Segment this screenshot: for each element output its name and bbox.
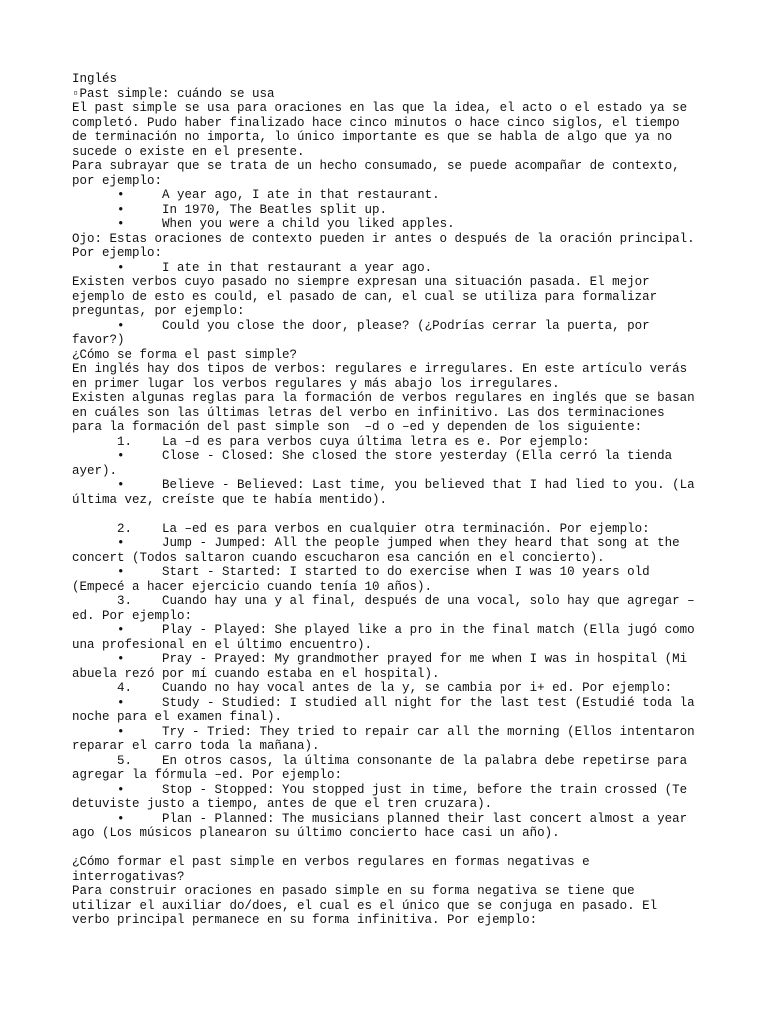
document-line: • In 1970, The Beatles split up.	[72, 202, 388, 217]
document-line: última vez, creíste que te había mentido).	[72, 492, 388, 507]
document-line: Existen verbos cuyo pasado no siempre expresan una situación pasada. El mejor	[72, 275, 650, 289]
document-line: ed. Por ejemplo:	[72, 608, 193, 623]
document-line: ayer).	[72, 463, 118, 478]
document-line: una profesional en el último encuentro).	[72, 637, 373, 652]
document-line: noche para el examen final).	[72, 710, 283, 724]
document-line: abuela rezó por mí cuando estaba en el hospital).	[72, 666, 440, 681]
document-line: de terminación no importa, lo único importante es que se habla de algo que ya no	[72, 130, 673, 144]
document-line: • Plan - Planned: The musicians planned their last concert almost a year	[72, 811, 688, 826]
document-line: Para construir oraciones en pasado simple en su forma negativa se tiene que	[72, 884, 635, 898]
document-line: 1. La –d es para verbos cuya última letra es e. Por ejemplo:	[72, 434, 590, 449]
document-line	[72, 841, 702, 856]
document-line: 3. Cuando hay una y al final, después de una vocal, solo hay que agregar –	[72, 594, 695, 608]
document-line: • I ate in that restaurant a year ago.	[72, 260, 433, 275]
document-line: reparar el carro toda la mañana).	[72, 739, 320, 753]
document-page	[72, 72, 702, 928]
document-line: Existen algunas reglas para la formación de verbos regulares en inglés que se basan	[72, 391, 695, 405]
document-line: (Empecé a hacer ejercicio cuando tenía 10 años).	[72, 579, 433, 594]
document-line: • Pray - Prayed: My grandmother prayed for me when I was in hospital (Mi	[72, 652, 688, 666]
document-line: 2. La –ed es para verbos en cualquier otra terminación. Por ejemplo:	[72, 521, 650, 536]
document-line: ejemplo de esto es could, el pasado de can, el cual se utiliza para formalizar	[72, 289, 658, 304]
document-line: agregar la fórmula –ed. Por ejemplo:	[72, 768, 343, 782]
document-line: Por ejemplo:	[72, 246, 163, 260]
document-line: completó. Pudo haber finalizado hace cinco minutos o hace cinco siglos, el tiempo	[72, 115, 680, 130]
document-line: • Try - Tried: They tried to repair car all the morning (Ellos intentaron	[72, 724, 695, 739]
document-line: • When you were a child you liked apples.	[72, 217, 455, 231]
document-line: en cuáles son las últimas letras del verbo en infinitivo. Las dos terminaciones	[72, 405, 665, 420]
document-line: utilizar el auxiliar do/does, el cual es el único que se conjuga en pasado. El	[72, 898, 658, 913]
document-line: ago (Los músicos planearon su último concierto hace casi un año).	[72, 826, 560, 840]
document-line: sucede o existe en el presente.	[72, 144, 305, 159]
document-line: por ejemplo:	[72, 173, 163, 188]
document-line: • Play - Played: She played like a pro in the final match (Ella jugó como	[72, 623, 695, 637]
document-line: interrogativas?	[72, 869, 185, 884]
document-line: Para subrayar que se trata de un hecho consumado, se puede acompañar de contexto,	[72, 159, 680, 173]
document-line: Ojo: Estas oraciones de contexto pueden ir antes o después de la oración principal.	[72, 231, 695, 246]
document-line: • A year ago, I ate in that restaurant.	[72, 188, 440, 202]
document-line: • Study - Studied: I studied all night for the last test (Estudié toda la	[72, 695, 695, 710]
document-line: En inglés hay dos tipos de verbos: regulares e irregulares. En este artículo verás	[72, 362, 688, 376]
document-line: • Stop - Stopped: You stopped just in time, before the train crossed (Te	[72, 782, 688, 797]
document-line: preguntas, por ejemplo:	[72, 304, 245, 318]
document-line: • Believe - Believed: Last time, you believed that I had lied to you. (La	[72, 478, 695, 492]
document-line: favor?)	[72, 333, 125, 347]
document-line: • Start - Started: I started to do exercise when I was 10 years old	[72, 565, 650, 579]
document-line: en primer lugar los verbos regulares y más abajo los irregulares.	[72, 376, 560, 391]
document-line: verbo principal permanece en su forma infinitiva. Por ejemplo:	[72, 913, 538, 927]
document-line: ¿Cómo formar el past simple en verbos regulares en formas negativas e	[72, 855, 590, 869]
document-line	[72, 507, 702, 522]
document-line: • Close - Closed: She closed the store yesterday (Ella cerró la tienda	[72, 449, 673, 463]
document-line: • Could you close the door, please? (¿Podrías cerrar la puerta, por	[72, 318, 650, 333]
document-line: 5. En otros casos, la última consonante de la palabra debe repetirse para	[72, 753, 688, 768]
document-line: El past simple se usa para oraciones en las que la idea, el acto o el estado ya se	[72, 101, 688, 115]
document-line: ▫Past simple: cuándo se usa	[72, 86, 275, 101]
document-line: ¿Cómo se forma el past simple?	[72, 347, 298, 362]
document-line: 4. Cuando no hay vocal antes de la y, se cambia por i+ ed. Por ejemplo:	[72, 681, 673, 695]
document-line: • Jump - Jumped: All the people jumped when they heard that song at the	[72, 536, 680, 550]
document-line: Inglés	[72, 72, 118, 86]
document-line: concert (Todos saltaron cuando escucharon esa canción en el concierto).	[72, 550, 605, 565]
document-line: para la formación del past simple son –d o –ed y dependen de los siguiente:	[72, 420, 643, 434]
document-line: detuviste justo a tiempo, antes de que el tren cruzara).	[72, 797, 493, 811]
